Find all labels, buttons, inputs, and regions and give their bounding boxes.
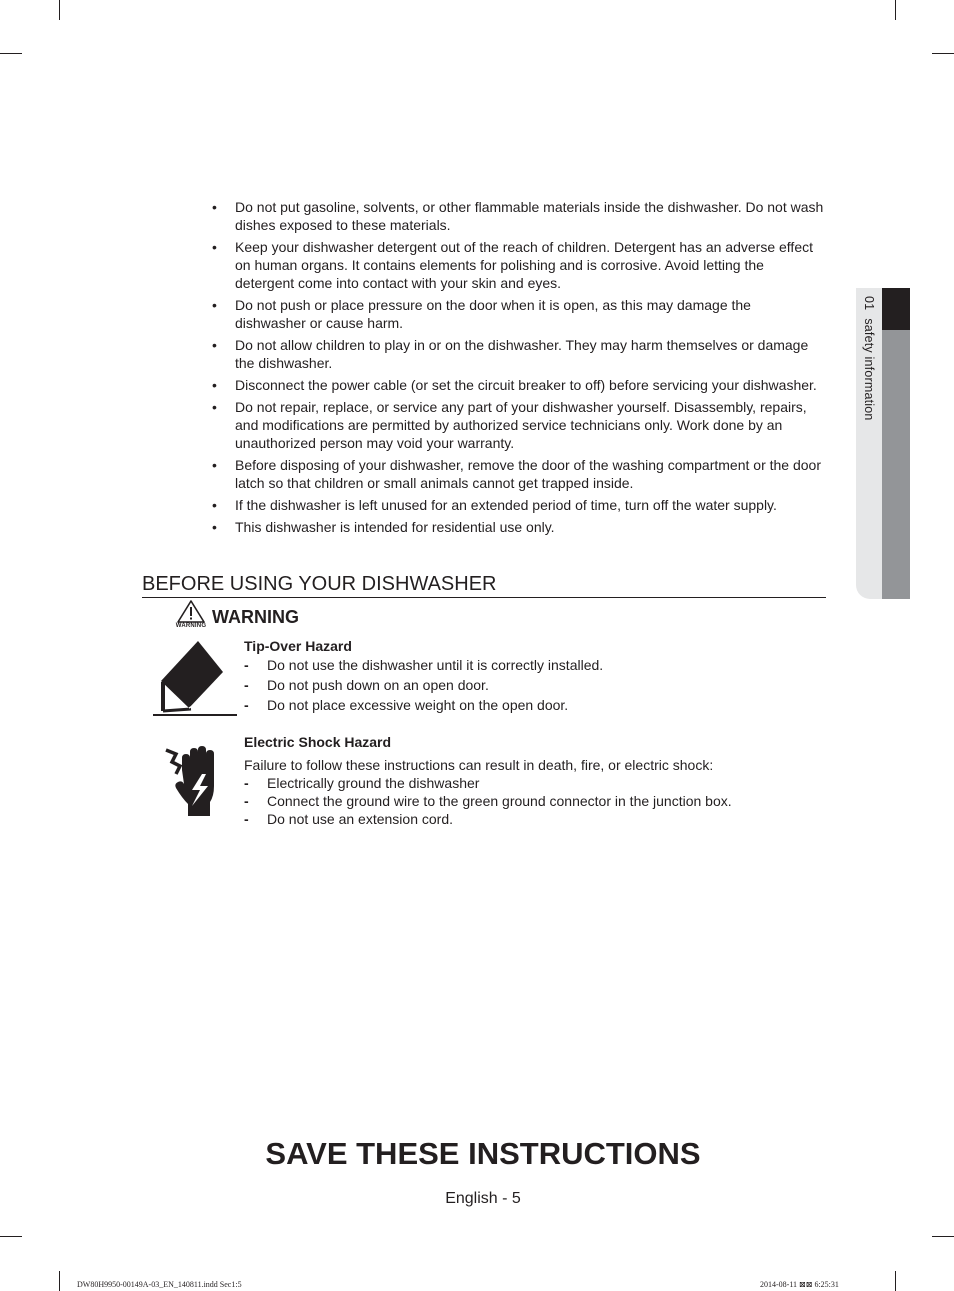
tip-over-hazard xyxy=(244,637,824,714)
crop-mark xyxy=(59,0,60,20)
bullet-icon: • xyxy=(212,457,217,473)
crop-mark xyxy=(895,0,896,20)
crop-mark xyxy=(0,1236,22,1237)
crop-mark xyxy=(59,1271,60,1291)
chapter-tab-label xyxy=(862,296,876,421)
bullet-icon: • xyxy=(212,239,217,255)
list-item: - Do not push down on an open door. xyxy=(244,677,489,693)
print-slug-file: DW80H9950-00149A-03_EN_140811.indd Sec1:5 xyxy=(77,1280,242,1289)
page-number: English - 5 xyxy=(445,1190,521,1207)
list-item: • Keep your dishwasher detergent out of the reach of children. Detergent has an adverse effect on human organs. It contains elements for polishing and is corrosive. Avoid letting the detergent come into contact with your skin and eyes. xyxy=(212,239,813,291)
warning-icon-caption: WARNING xyxy=(175,623,207,629)
list-item: - Electrically ground the dishwasher xyxy=(244,775,480,791)
safety-bullet-list xyxy=(212,198,824,540)
list-item: • Disconnect the power cable (or set the circuit breaker to off) before servicing your dishwasher. xyxy=(212,377,817,393)
list-item: • Do not allow children to play in or on the dishwasher. They may harm themselves or damage the dishwasher. xyxy=(212,337,809,371)
chapter-number: 01 xyxy=(862,296,876,311)
chapter-title: safety information xyxy=(862,318,876,421)
warning-title: WARNING xyxy=(212,607,299,627)
bullet-icon: • xyxy=(212,377,217,393)
dash-icon: - xyxy=(244,657,249,673)
list-item: - Do not use the dishwasher until it is correctly installed. xyxy=(244,657,604,673)
dash-icon: - xyxy=(244,793,249,809)
save-instructions-heading: SAVE THESE INSTRUCTIONS xyxy=(265,1136,701,1171)
list-item: • Before disposing of your dishwasher, remove the door of the washing compartment or the door latch so that children or small animals cannot get trapped inside. xyxy=(212,457,821,491)
bullet-icon: • xyxy=(212,399,217,415)
tip-over-hazard-icon xyxy=(151,638,239,723)
list-item: - Do not place excessive weight on the open door. xyxy=(244,697,569,713)
bullet-icon: • xyxy=(212,297,217,313)
crop-mark xyxy=(932,1236,954,1237)
bullet-icon: • xyxy=(212,199,217,215)
crop-mark xyxy=(932,53,954,54)
bullet-icon: • xyxy=(212,497,217,513)
list-item: • Do not put gasoline, solvents, or other flammable materials inside the dishwasher. Do not wash dishes exposed to these materials. xyxy=(212,199,824,233)
bullet-icon: • xyxy=(212,337,217,353)
list-item: • Do not push or place pressure on the door when it is open, as this may damage the dishwasher or cause harm. xyxy=(212,297,751,331)
chapter-tab-marker xyxy=(882,288,910,330)
list-item: • This dishwasher is intended for residential use only. xyxy=(212,519,555,535)
electric-shock-hazard xyxy=(244,733,824,828)
section-title: BEFORE USING YOUR DISHWASHER xyxy=(142,572,826,598)
list-item: - Connect the ground wire to the green ground connector in the junction box. xyxy=(244,793,732,809)
print-slug-date: 2014-08-11 ⊠⊠ 6:25:31 xyxy=(760,1280,839,1289)
chapter-tab-bar xyxy=(882,330,910,599)
dash-icon: - xyxy=(244,775,249,791)
list-item: • Do not repair, replace, or service any part of your dishwasher yourself. Disassembly, repairs, and modifications are permitted by authorized service technicians only. Work done by an unauthorized person may void your warranty. xyxy=(212,399,807,451)
tip-over-hazard-title: Tip-Over Hazard xyxy=(244,638,352,654)
electric-shock-intro: Failure to follow these instructions can result in death, fire, or electric shock: xyxy=(244,757,714,773)
dash-icon: - xyxy=(244,811,249,827)
dash-icon: - xyxy=(244,677,249,693)
list-item: - Do not use an extension cord. xyxy=(244,811,454,827)
bullet-icon: • xyxy=(212,519,217,535)
warning-triangle-icon xyxy=(174,600,208,632)
dash-icon: - xyxy=(244,697,249,713)
electric-shock-hand-icon xyxy=(162,744,222,823)
electric-shock-hazard-title: Electric Shock Hazard xyxy=(244,734,392,750)
crop-mark xyxy=(0,53,22,54)
list-item: • If the dishwasher is left unused for an extended period of time, turn off the water supply. xyxy=(212,497,777,513)
crop-mark xyxy=(895,1271,896,1291)
